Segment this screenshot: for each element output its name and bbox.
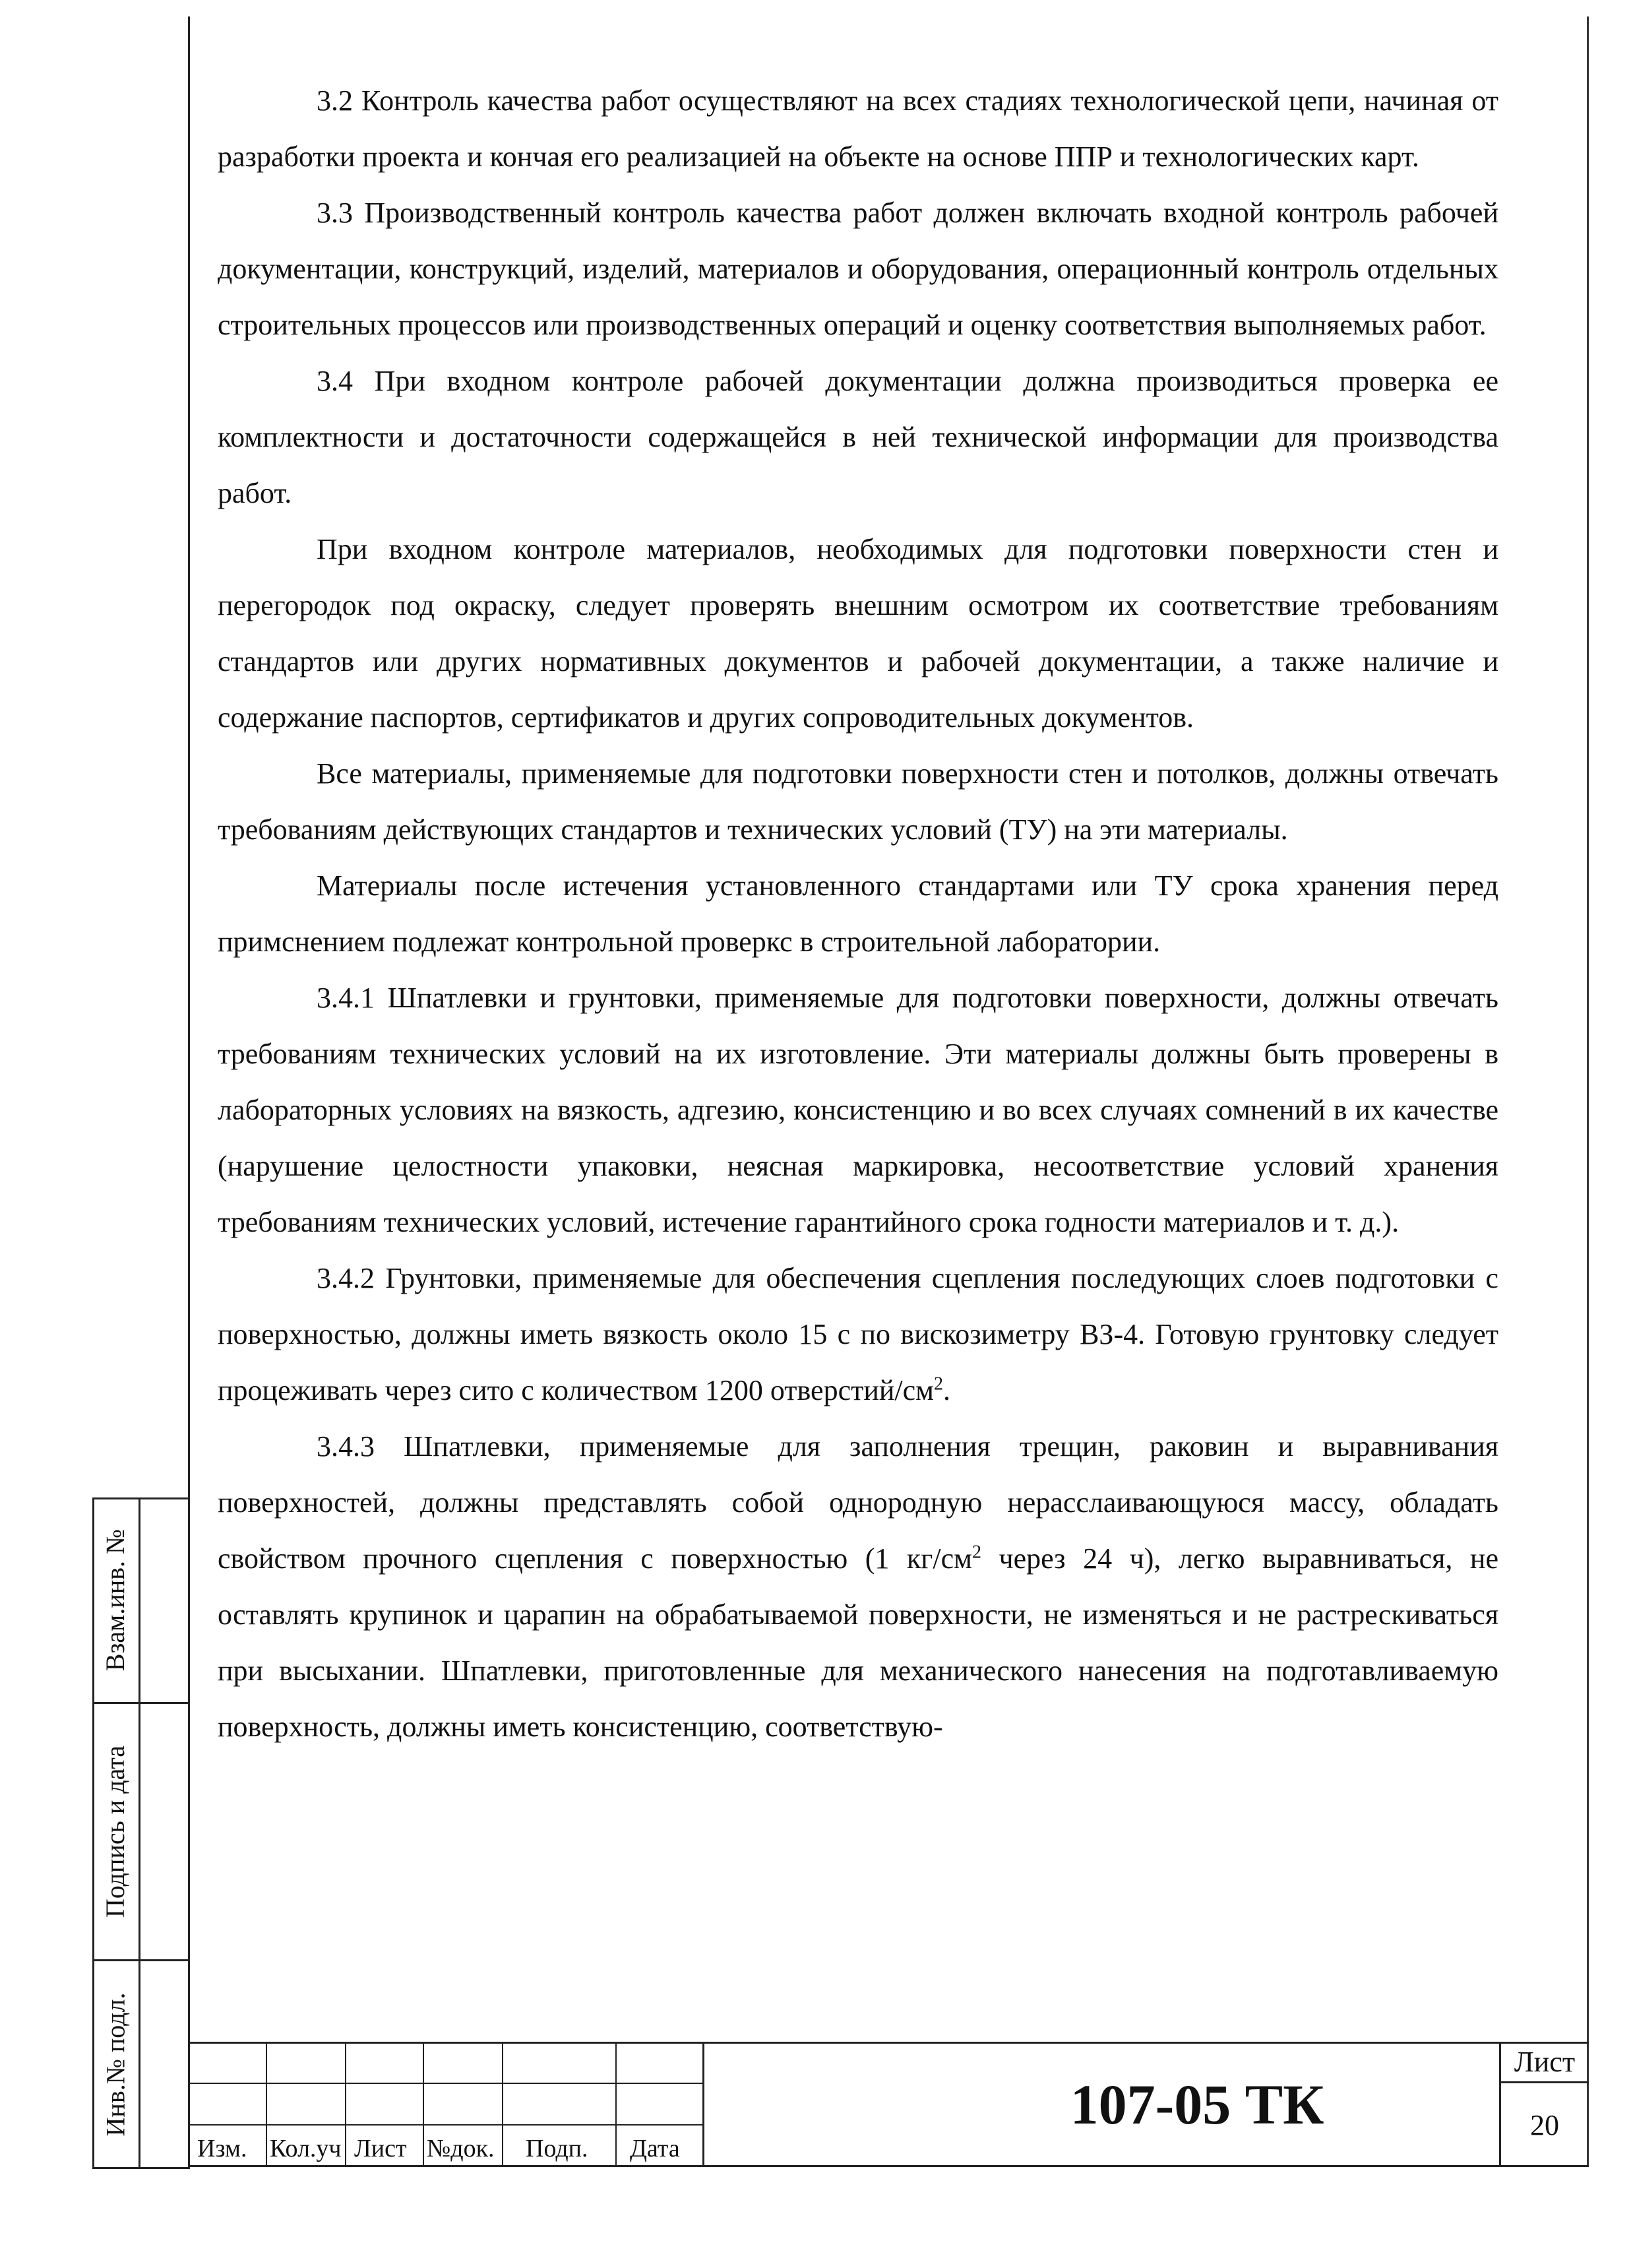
paragraph-3-4-3-rest: через 24 ч), легко выравниваться, не оставлять крупинок и царапин на обрабатываемой поверхности, не изменяться и не растрескиваться при высыхании. Шпатлевки, приготовленные для механического нанесения на подготавливаемую поверхность, должны иметь консистенцию, соответствую- [218,1542,1498,1743]
paragraph-3-3: 3.3 Производственный контроль качества работ должен включать входной контроль рабочей документации, конструкций, изделий, материалов и оборудования, операционный контроль отдельных строительных процессов или производственных операций и оценку соответствия выполняемых работ. [218,197,1498,341]
paragraph-input-control-materials: При входном контроле материалов, необходимых для подготовки поверхности стен и перегородок под окраску, следует проверять внешним осмотром их соответствие требованиям стандартов или других нормативных документов и рабочей документации, а также наличие и содержание паспортов, сертификатов и других сопроводительных документов. [218,533,1498,734]
paragraph-3-4-3 [218,1418,1498,1755]
side-label-inv: Инв.№ подл. [100,1992,131,2136]
superscript: 2 [971,1542,981,1563]
paragraph-3-4-1: 3.4.1 Шпатлевки и грунтовки, применяемые для подготовки поверхности, должны отвечать требованиям технических условий на их изготовление. Эти материалы должны быть проверены в лабораторных условиях на вязкость, адгезию, консистенцию и во всех случаях сомнений в их качестве (нарушение целостности упаковки, неясная маркировка, несоответствие условий хранения требованиям технических условий, истечение гарантийного срока годности материалов и т. д.). [218,982,1498,1238]
stamp-label-ndok: №док. [427,2135,495,2162]
stamp-row-line [188,2124,702,2126]
document-code: 107-05 ТК [1070,2073,1324,2136]
paragraph-expired-materials: Материалы после истечения установленного стандартами или ТУ срока хранения перед примснением подлежат контрольной проверкс в строительной лаборатории. [218,869,1498,958]
sheet-label: Лист [1514,2045,1576,2078]
paragraph-3-4-2 [218,1250,1498,1418]
stamp-col-line [345,2042,346,2167]
side-label-vzam: Взам.инв. № [100,1528,131,1671]
side-label-inv-cell [92,1961,139,2167]
side-label-vzam-cell [92,1497,139,1702]
paragraph-3-4-3-text: 3.4.3 Шпатлевки, применяемые для заполнения трещин, раковин и выравнивания поверхностей, должны представлять собой однородную нерасслаивающуюся массу, обладать свойством прочного сцепления с поверхностью (1 кг/см [218,1430,1498,1575]
sheet-number: 20 [1530,2108,1559,2141]
side-approval-block [92,1497,190,2167]
side-label-podpis: Подпись и дата [100,1745,131,1918]
paragraph-3-4: 3.4 При входном контроле рабочей документации должна производиться проверка ее комплектности и достаточности содержащейся в ней технической информации для производства работ. [218,365,1498,509]
frame-right-line [1587,16,1589,2167]
paragraph-3-4-2-end: . [943,1374,951,1406]
stamp-label-data: Дата [630,2135,680,2162]
paragraph-3-4-2-text: 3.4.2 Грунтовки, применяемые для обеспечения сцепления последующих слоев подготовки с поверхностью, должны иметь вязкость около 15 с по вискозиметру ВЗ-4. Готовую грунтовку следует процеживать через сито с количеством 1200 отверстий/см [218,1262,1498,1406]
stamp-label-kol-uch: Кол.уч [270,2135,342,2162]
document-body [218,73,1498,1755]
stamp-col-line [502,2042,503,2167]
paragraph-all-materials: Все материалы, применяемые для подготовки поверхности стен и потолков, должны отвечать требованиям действующих стандартов и технических условий (ТУ) на эти материалы. [218,757,1498,846]
stamp-label-podp: Подп. [526,2135,588,2162]
stamp-label-list: Лист [354,2135,407,2162]
side-block-divider [139,1497,140,2167]
title-block [188,2042,1589,2167]
stamp-col-line [423,2042,424,2167]
paragraph-3-2: 3.2 Контроль качества работ осуществляют на всех стадиях технологической цепи, начиная от разработки проекта и кончая его реализацией на объекте на основе ППР и технологических карт. [218,84,1498,173]
stamp-label-izm: Изм. [197,2135,247,2162]
stamp-col-line [615,2042,617,2167]
stamp-row-line [188,2083,702,2084]
superscript: 2 [934,1373,944,1395]
stamp-col-line [266,2042,267,2167]
side-label-podpis-cell [92,1704,139,1959]
